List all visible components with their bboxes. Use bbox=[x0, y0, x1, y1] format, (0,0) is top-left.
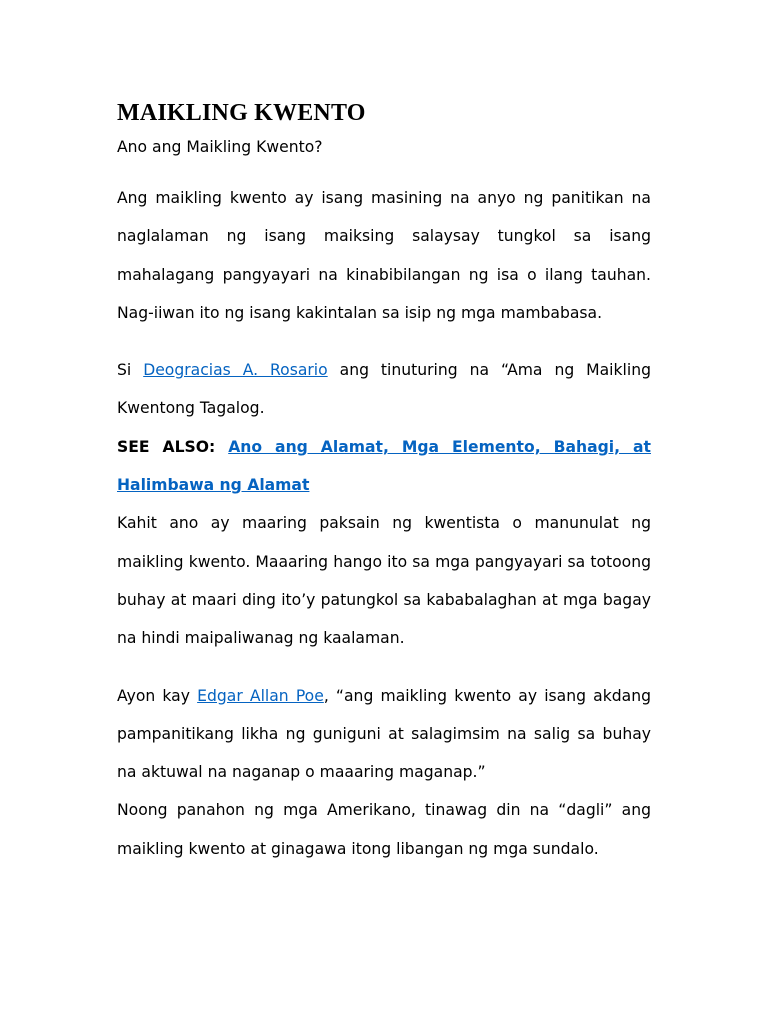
document-title: MAIKLING KWENTO bbox=[117, 100, 366, 126]
paragraph-poe-pre: Ayon kay bbox=[117, 686, 198, 705]
see-also-label: SEE ALSO: bbox=[117, 437, 229, 456]
paragraph-poe-post: , “ang maikling kwento ay isang akdang pampanitikang likha ng guniguni at salagimsim na salig sa buhay na aktuwal na naganap o maaaring maganap.” bbox=[117, 686, 651, 782]
paragraph-dagli: Noong panahon ng mga Amerikano, tinawag din na “dagli” ang maikling kwento at ginagawa itong libangan ng mga sundalo. bbox=[117, 801, 651, 858]
document-page bbox=[117, 96, 651, 868]
link-alamat-article[interactable]: Ano ang Alamat, Mga Elemento, Bahagi, at Halimbawa ng Alamat bbox=[117, 437, 651, 495]
paragraph-rosario-pre: Si bbox=[117, 361, 144, 380]
paragraph-rosario-post: ang tinuturing na “Ama ng Maikling Kwentong Tagalog. bbox=[117, 361, 651, 418]
document-subtitle: Ano ang Maikling Kwento? bbox=[117, 138, 323, 156]
paragraph-definition: Ang maikling kwento ay isang masining na anyo ng panitikan na naglalaman ng isang maiksing salaysay tungkol sa isang mahalagang pangyayari na kinabibilangan ng isa o ilang tauhan. Nag-iiwan ito ng isang kakintalan sa isip ng mga mambabasa. bbox=[117, 189, 651, 322]
see-also bbox=[117, 428, 651, 505]
link-deogracias-rosario[interactable]: Deogracias A. Rosario bbox=[143, 361, 328, 380]
paragraph-paksa: Kahit ano ay maaring paksain ng kwentista o manunulat ng maikling kwento. Maaaring hango ito sa mga pangyayari sa totoong buhay at maari ding ito’y patungkol sa kababalaghan at mga bagay na hindi maipaliwanag ng kaalaman. bbox=[117, 514, 651, 648]
paragraph-rosario bbox=[117, 351, 651, 428]
link-edgar-allan-poe[interactable]: Edgar Allan Poe bbox=[197, 686, 324, 705]
paragraph-poe bbox=[117, 677, 651, 792]
